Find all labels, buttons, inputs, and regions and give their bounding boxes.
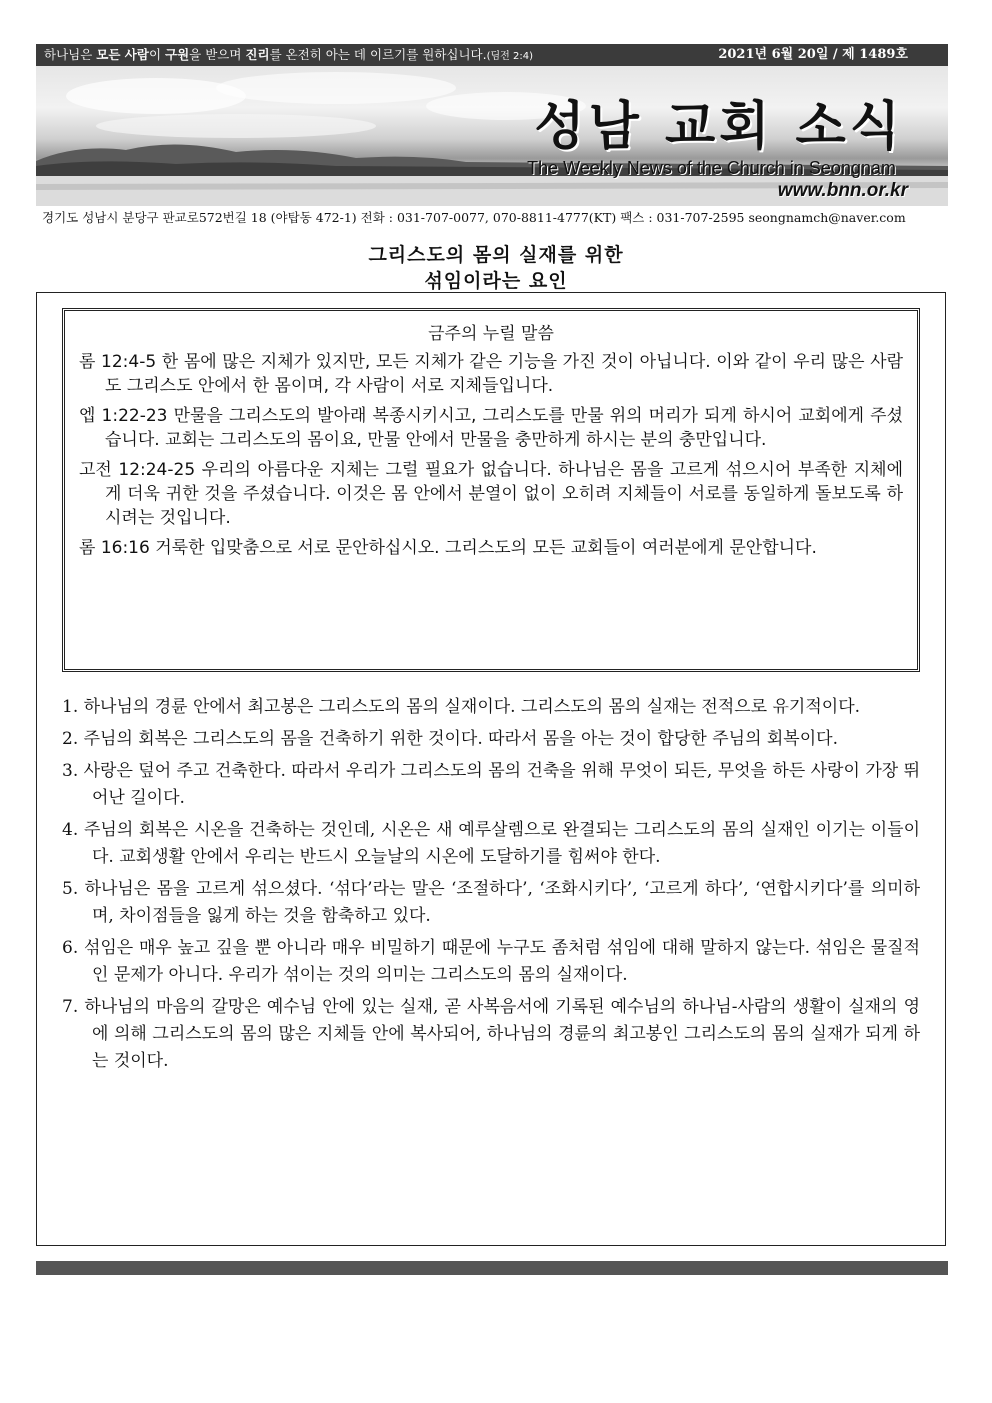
verse-box-title: 금주의 누릴 말씀 — [428, 324, 554, 344]
headline-line-2: 섞임이라는 요인 — [424, 270, 568, 292]
verse-item: 엡 1:22-23 만물을 그리스도의 발아래 복종시키시고, 그리스도를 만물 위의 머리가 되게 하시어 교회에게 주셨습니다. 교회는 그리스도의 몸이요, 만물 안에서 만물을 충만하게 하시는 분의 충만입니다. — [79, 406, 903, 450]
issue-info: 2021년 6월 20일 / 제 1489호 — [718, 47, 908, 62]
outline-points — [62, 694, 920, 1080]
outline-point: 5. 하나님은 몸을 고르게 섞으셨다. ‘섞다’라는 말은 ‘조절하다’, ‘조화시키다’, ‘고르게 하다’, ‘연합시키다’를 의미하며, 차이점들을 잃게 하는 것을 함축하고 있다. — [62, 879, 920, 926]
footer-bar — [36, 1261, 948, 1275]
website-link[interactable]: www.bnn.or.kr — [777, 180, 908, 201]
masthead-banner — [36, 66, 948, 206]
verse-item: 롬 12:4-5 한 몸에 많은 지체가 있지만, 모든 지체가 같은 기능을 가진 것이 아닙니다. 이와 같이 우리 많은 사람도 그리스도 안에서 한 몸이며, 각 사람이 서로 지체들입니다. — [79, 352, 903, 396]
verse-box — [62, 308, 920, 672]
outline-point: 3. 사랑은 덮어 주고 건축한다. 따라서 우리가 그리스도의 몸의 건축을 위해 무엇이 되든, 무엇을 하든 사랑이 가장 뛰어난 길이다. — [62, 761, 920, 808]
verse-item: 롬 16:16 거룩한 입맞춤으로 서로 문안하십시오. 그리스도의 모든 교회들이 여러분에게 문안합니다. — [79, 538, 817, 558]
outline-point: 1. 하나님의 경륜 안에서 최고봉은 그리스도의 몸의 실재이다. 그리스도의 몸의 실재는 전적으로 유기적이다. — [62, 697, 861, 717]
contact-address: 경기도 성남시 분당구 판교로572번길 18 (야탑동 472-1) 전화 : 031-707-0077, 070-8811-4777(KT) 팩스 : 031-707-2595 seongnamch@naver.com — [42, 210, 906, 225]
masthead-subtitle: The Weekly News of the Church in Seongnam — [527, 158, 896, 178]
outline-point: 2. 주님의 회복은 그리스도의 몸을 건축하기 위한 것이다. 따라서 몸을 아는 것이 합당한 주님의 회복이다. — [62, 729, 838, 749]
verse-item: 고전 12:24-25 우리의 아름다운 지체는 그럴 필요가 없습니다. 하나님은 몸을 고르게 섞으시어 부족한 지체에게 더욱 귀한 것을 주셨습니다. 이것은 몸 안에서 분열이 없이 오히려 지체들이 서로를 동일하게 돌보도록 하시려는 것입니다. — [79, 460, 903, 528]
outline-point: 6. 섞임은 매우 높고 깊을 뿐 아니라 매우 비밀하기 때문에 누구도 좀처럼 섞임에 대해 말하지 않는다. 섞임은 물질적인 문제가 아니다. 우리가 섞이는 것의 의미는 그리스도의 몸의 실재이다. — [62, 938, 920, 985]
outline-point: 7. 하나님의 마음의 갈망은 예수님 안에 있는 실재, 곧 사복음서에 기록된 예수님의 하나님-사람의 생활이 실재의 영에 의해 그리스도의 몸의 많은 지체들 안에 복사되어, 하나님의 경륜의 최고봉인 그리스도의 몸의 실재가 되게 하는 것이다. — [62, 997, 920, 1071]
header-motto: 하나님은 모든 사람이 구원을 받으며 진리를 온전히 아는 데 이르기를 원하십니다.(딤전 2:4) — [44, 47, 534, 62]
masthead-title: 성남 교회 소식 — [534, 96, 904, 157]
header-top-bar — [36, 44, 948, 66]
outline-point: 4. 주님의 회복은 시온을 건축하는 것인데, 시온은 새 예루살렘으로 완결되는 그리스도의 몸의 실재인 이기는 이들이다. 교회생활 안에서 우리는 반드시 오늘날의 시온에 도달하기를 힘써야 한다. — [62, 820, 920, 867]
headline-line-1: 그리스도의 몸의 실재를 위한 — [368, 244, 624, 266]
